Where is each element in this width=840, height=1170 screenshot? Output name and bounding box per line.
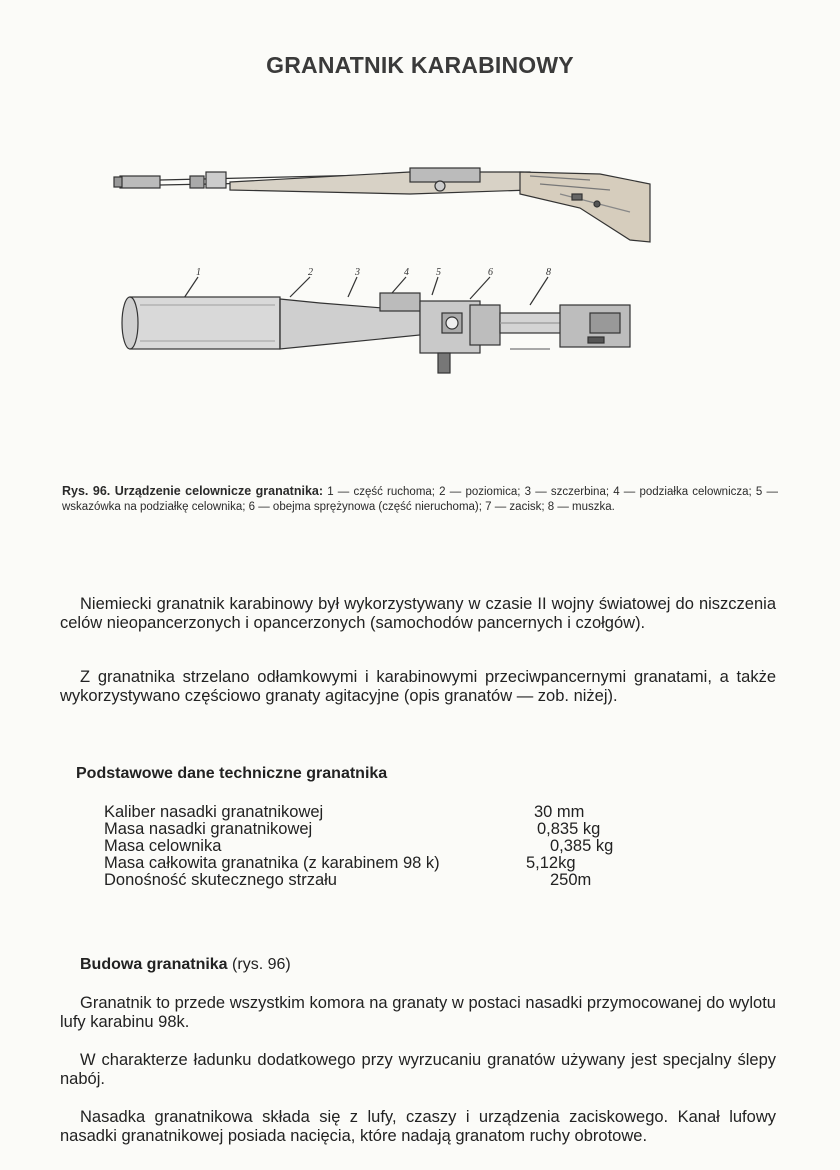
spec-label: Masa nasadki granatnikowej bbox=[104, 820, 313, 838]
callout-8: 8 bbox=[546, 267, 551, 278]
spec-value: 0,835 kg bbox=[537, 820, 601, 838]
specs-table bbox=[104, 804, 644, 889]
sight-device-illustration bbox=[120, 265, 640, 385]
construction-heading-bold: Budowa granatnika bbox=[80, 956, 228, 973]
spec-value: 30 mm bbox=[534, 803, 585, 821]
intro-paragraph-1: Niemiecki granatnik karabinowy był wykorzystywany w czasie II wojny światowej do niszczenia celów nieopancerzonych i opancerzonych (samochodów pancernych i czołgów). bbox=[60, 595, 776, 632]
spec-row bbox=[104, 872, 644, 889]
spec-label: Kaliber nasadki granatnikowej bbox=[104, 803, 324, 821]
figure-caption-lead: Rys. 96. Urządzenie celownicze granatnika: bbox=[62, 484, 324, 498]
callout-5: 5 bbox=[436, 267, 441, 278]
specs-heading: Podstawowe dane techniczne granatnika bbox=[76, 765, 388, 782]
spec-label: Masa całkowita granatnika (z karabinem 98 k) bbox=[104, 854, 440, 872]
figure-caption-text: 1 — część ruchoma; 2 — poziomica; 3 — szczerbina; 4 — podziałka celownicza; 5 — wskazówka na podziałkę celownika; 6 — obejma sprężynowa (część nieruchoma); 7 — zacisk; 8 — muszka. bbox=[62, 486, 778, 513]
callout-4: 4 bbox=[404, 267, 409, 278]
spec-row bbox=[104, 855, 644, 872]
construction-paragraph-3: Nasadka granatnikowa składa się z lufy, czaszy i urządzenia zaciskowego. Kanał lufowy nasadki granatnikowej posiada nacięcia, które nadają granatom ruchy obrotowe. bbox=[60, 1108, 776, 1145]
construction-paragraph-2: W charakterze ładunku dodatkowego przy wyrzucaniu granatów używany jest specjalny ślepy nabój. bbox=[60, 1051, 776, 1088]
figure-caption bbox=[62, 484, 778, 515]
callout-2: 2 bbox=[308, 267, 313, 278]
callout-3: 3 bbox=[355, 267, 360, 278]
spec-row bbox=[104, 804, 644, 821]
spec-label: Masa celownika bbox=[104, 837, 222, 855]
construction-paragraph-1: Granatnik to przede wszystkim komora na granaty w postaci nasadki przymocowanej do wylotu lufy karabinu 98k. bbox=[60, 994, 776, 1031]
page-title: GRANATNIK KARABINOWY bbox=[266, 52, 574, 78]
construction-heading-ref: (rys. 96) bbox=[232, 956, 291, 973]
spec-value: 250m bbox=[550, 871, 592, 889]
construction-heading bbox=[80, 956, 291, 974]
spec-value: 0,385 kg bbox=[550, 837, 614, 855]
spec-value: 5,12kg bbox=[526, 854, 576, 872]
callout-1: 1 bbox=[196, 267, 201, 278]
callout-6: 6 bbox=[488, 267, 493, 278]
rifle-illustration bbox=[110, 150, 660, 250]
intro-paragraph-2: Z granatnika strzelano odłamkowymi i karabinowymi przeciwpancernymi granatami, a także wykorzystywano częściowo granaty agitacyjne (opis granatów — zob. niżej). bbox=[60, 668, 776, 705]
spec-label: Donośność skutecznego strzału bbox=[104, 871, 337, 889]
spec-row bbox=[104, 821, 644, 838]
spec-row bbox=[104, 838, 644, 855]
